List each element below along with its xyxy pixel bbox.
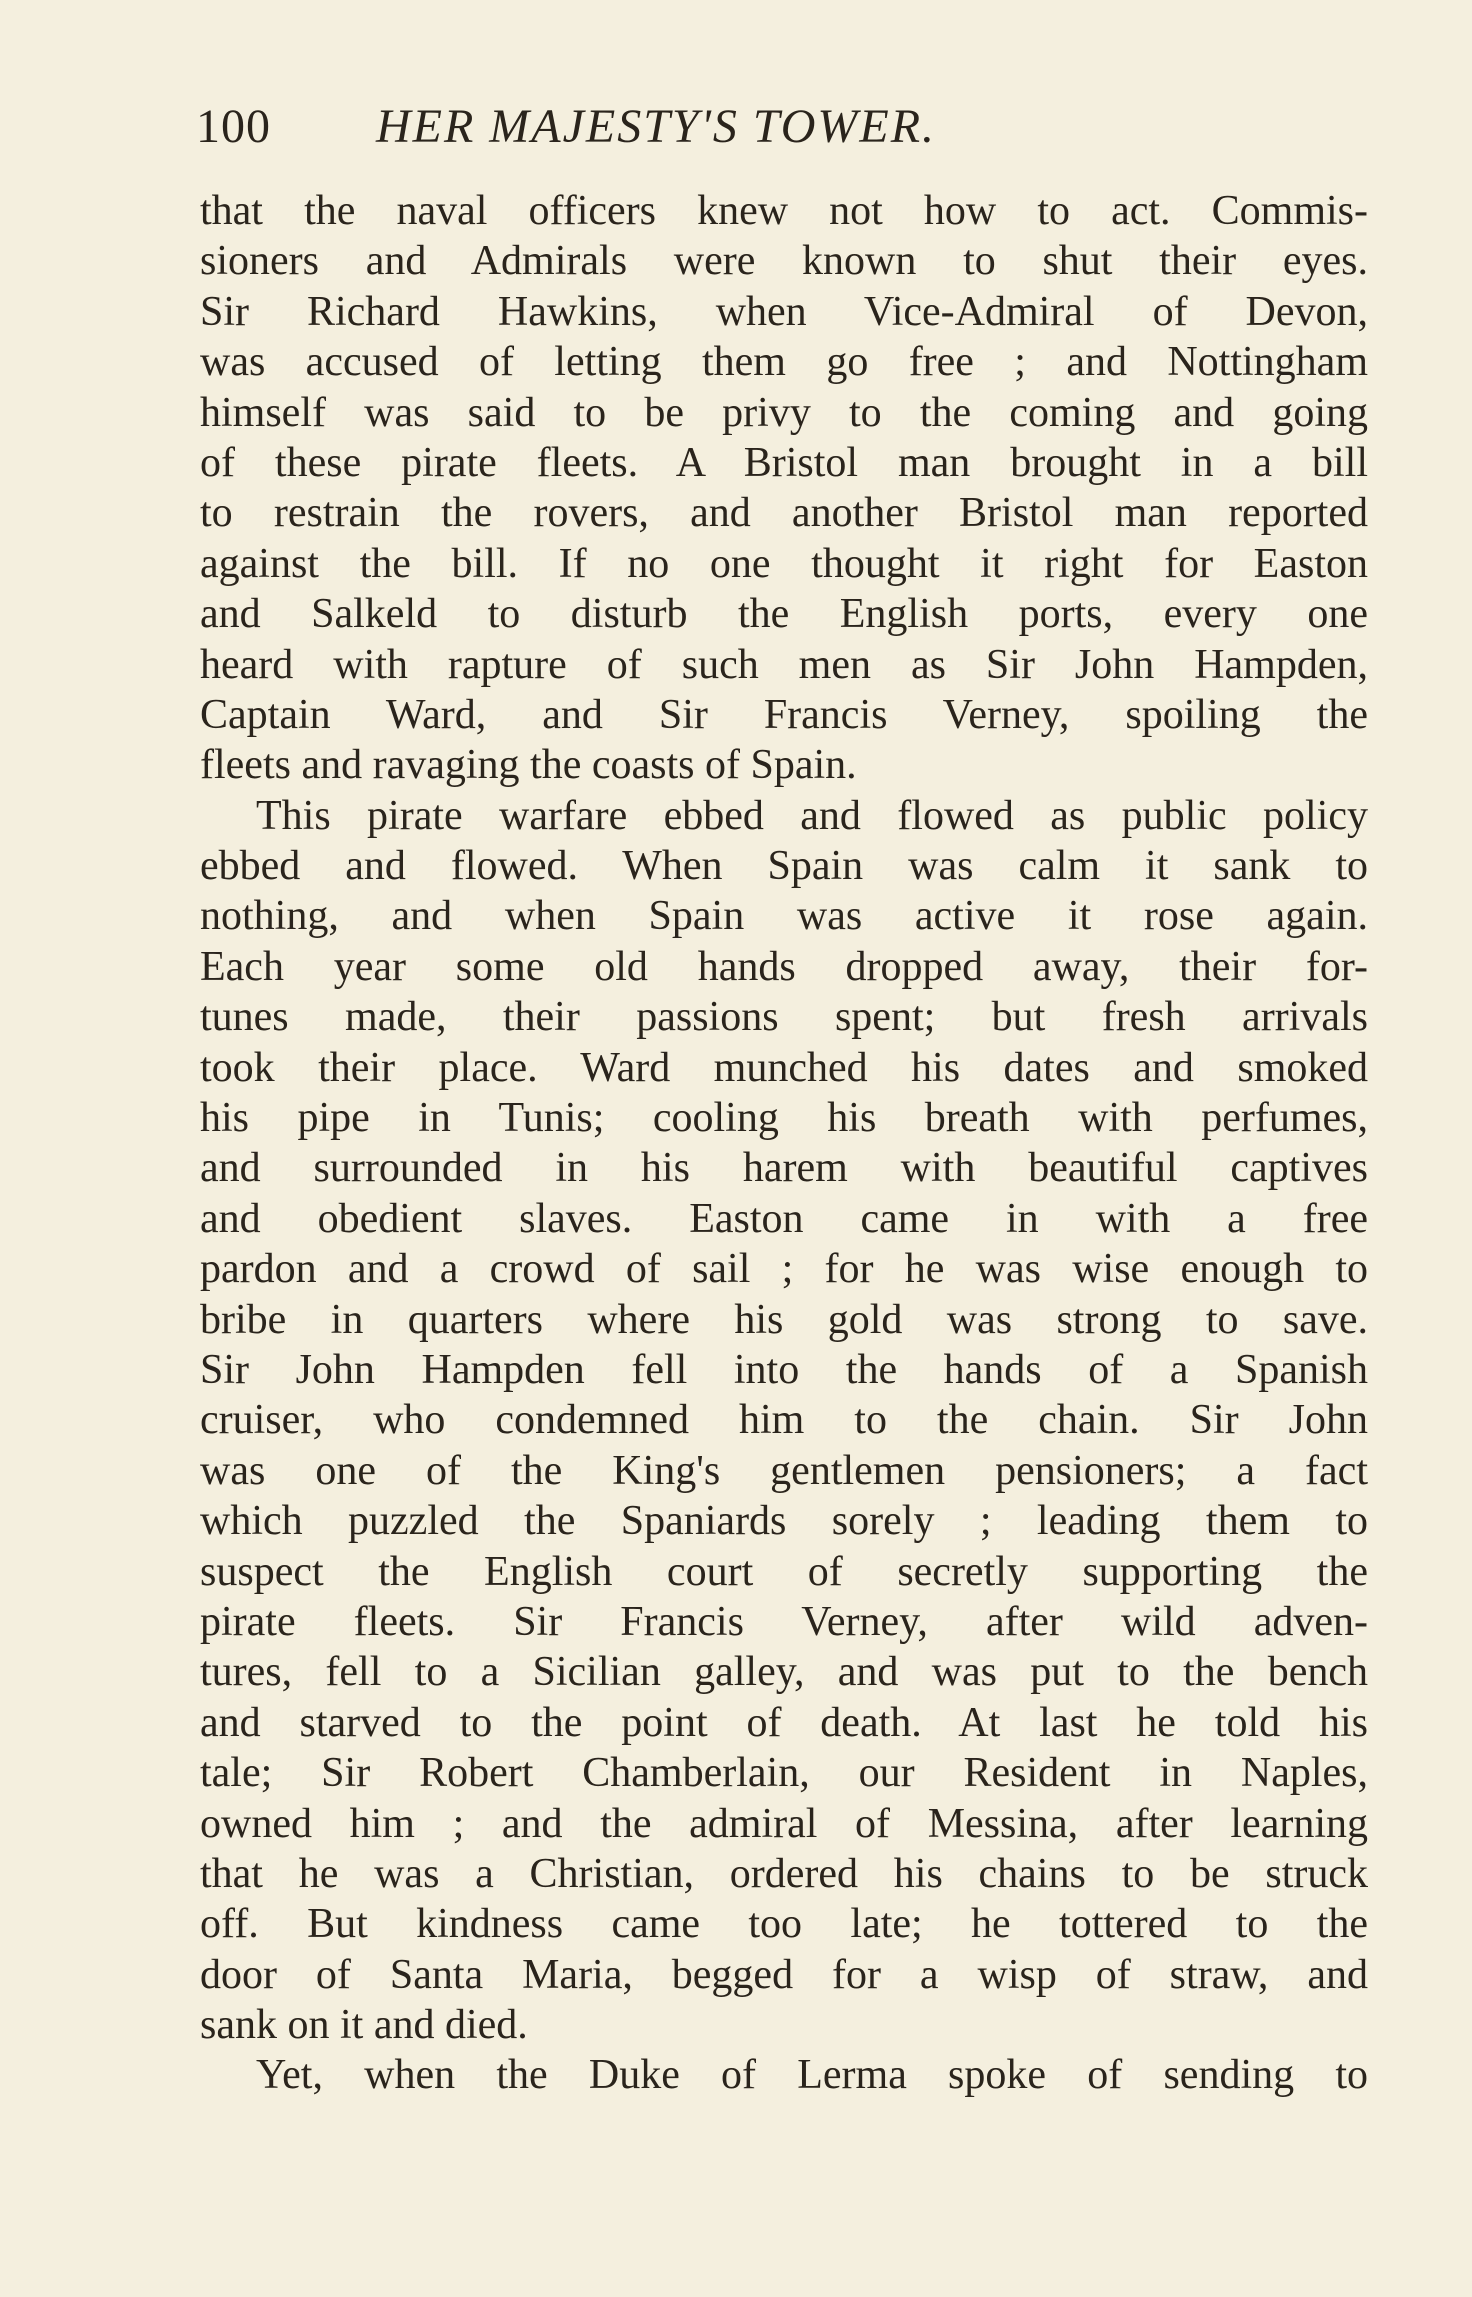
text-line: Sir Richard Hawkins, when Vice-Admiral of Devon,: [200, 288, 1368, 335]
text-line: sioners and Admirals were known to shut their eyes.: [200, 238, 1368, 285]
text-line: was accused of letting them go free ; and Nottingham: [200, 339, 1368, 386]
text-line: door of Santa Maria, begged for a wisp of straw, and: [200, 1951, 1368, 1998]
text-line: and Salkeld to disturb the English ports, every one: [200, 591, 1368, 638]
text-line: tures, fell to a Sicilian galley, and was put to the bench: [200, 1649, 1368, 1696]
page-header: [196, 92, 1346, 162]
text-line: fleets and ravaging the coasts of Spain.: [200, 742, 857, 789]
page-number: 100: [196, 100, 271, 153]
text-line: tunes made, their passions spent; but fresh arrivals: [200, 994, 1368, 1041]
text-line: pirate fleets. Sir Francis Verney, after wild adven-: [200, 1598, 1368, 1645]
paragraph-first-line: Yet, when the Duke of Lerma spoke of sending to: [256, 2052, 1368, 2099]
text-line: to restrain the rovers, and another Bristol man reported: [200, 490, 1368, 537]
text-line: that the naval officers knew not how to act. Commis-: [200, 188, 1368, 234]
paragraph-first-line: This pirate warfare ebbed and flowed as public policy: [256, 792, 1368, 839]
text-line: that he was a Christian, ordered his chains to be struck: [200, 1850, 1368, 1897]
body-text: [200, 186, 1368, 2101]
text-line: Each year some old hands dropped away, their for-: [200, 943, 1368, 990]
text-line: pardon and a crowd of sail ; for he was wise enough to: [200, 1246, 1368, 1293]
text-line: bribe in quarters where his gold was strong to save.: [200, 1296, 1368, 1343]
text-line: his pipe in Tunis; cooling his breath with perfumes,: [200, 1095, 1368, 1142]
text-line: and obedient slaves. Easton came in with a free: [200, 1195, 1368, 1242]
running-title: HER MAJESTY'S TOWER.: [376, 100, 937, 153]
text-line: which puzzled the Spaniards sorely ; leading them to: [200, 1498, 1368, 1545]
text-line: was one of the King's gentlemen pensioners; a fact: [200, 1447, 1368, 1494]
text-line: and starved to the point of death. At last he told his: [200, 1699, 1368, 1746]
text-line: tale; Sir Robert Chamberlain, our Resident in Naples,: [200, 1750, 1368, 1797]
text-line: heard with rapture of such men as Sir John Hampden,: [200, 641, 1368, 688]
text-line: nothing, and when Spain was active it rose again.: [200, 893, 1368, 940]
text-line: took their place. Ward munched his dates and smoked: [200, 1044, 1368, 1091]
text-line: against the bill. If no one thought it right for Easton: [200, 540, 1368, 587]
text-line: himself was said to be privy to the coming and going: [200, 389, 1368, 436]
text-line: cruiser, who condemned him to the chain. Sir John: [200, 1397, 1368, 1444]
text-line: off. But kindness came too late; he tottered to the: [200, 1901, 1368, 1948]
text-line: sank on it and died.: [200, 2002, 528, 2049]
text-line: of these pirate fleets. A Bristol man brought in a bill: [200, 439, 1368, 486]
text-line: Captain Ward, and Sir Francis Verney, spoiling the: [200, 691, 1368, 738]
text-line: suspect the English court of secretly supporting the: [200, 1548, 1368, 1595]
text-line: owned him ; and the admiral of Messina, after learning: [200, 1800, 1368, 1847]
text-line: ebbed and flowed. When Spain was calm it sank to: [200, 843, 1368, 890]
text-line: and surrounded in his harem with beautiful captives: [200, 1145, 1368, 1192]
text-line: Sir John Hampden fell into the hands of a Spanish: [200, 1346, 1368, 1393]
